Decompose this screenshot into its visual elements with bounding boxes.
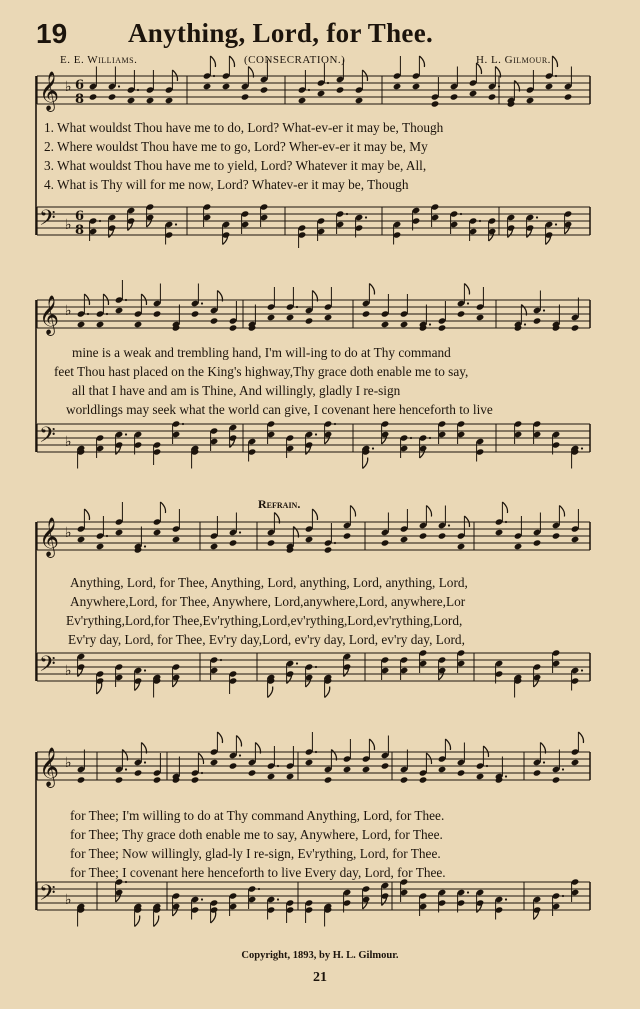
note-flag: [97, 683, 102, 694]
note-head: [400, 536, 409, 543]
note-dot: [239, 754, 241, 756]
note-head: [571, 759, 580, 766]
note-head: [286, 773, 295, 780]
note-flag: [154, 916, 159, 927]
note-dot: [429, 323, 431, 325]
note-head: [381, 321, 390, 328]
note-head: [203, 83, 212, 90]
note-dot: [106, 535, 108, 537]
note-head: [324, 776, 333, 783]
bass-clef-icon: 𝄢: [39, 881, 56, 911]
note-head: [476, 773, 485, 780]
note-head: [545, 83, 554, 90]
note-dot: [125, 299, 127, 301]
note-flag: [135, 916, 140, 927]
refrain-verse-1-line-2: for Thee; I'm willing to do at Thy command Anything, Lord, for Thee.: [70, 808, 445, 823]
note-head: [552, 532, 561, 539]
flat-icon: ♭: [65, 217, 72, 233]
note-dot: [562, 895, 564, 897]
note-head: [77, 321, 86, 328]
note-flag: [426, 506, 431, 517]
note-head: [115, 776, 124, 783]
note-dot: [479, 220, 481, 222]
note-flag: [552, 56, 557, 67]
note-head: [77, 776, 86, 783]
verse-1-line-1: 1. What wouldst Thou have me to do, Lord? What-ev-er it may be, Though: [44, 120, 444, 135]
note-dot: [315, 433, 317, 435]
note-dot: [505, 898, 507, 900]
note-flag: [84, 509, 89, 520]
note-flag: [369, 739, 374, 750]
note-dot: [346, 213, 348, 215]
note-dot: [562, 768, 564, 770]
treble-clef-icon: 𝄞: [39, 71, 60, 111]
note-head: [222, 83, 231, 90]
flat-icon: ♭: [65, 434, 72, 450]
note-dot: [334, 423, 336, 425]
flat-icon: ♭: [65, 525, 72, 541]
note-head: [400, 776, 409, 783]
flat-icon: ♭: [65, 303, 72, 319]
note-head: [286, 314, 295, 321]
note-head: [571, 536, 580, 543]
note-head: [457, 543, 466, 550]
note-head: [298, 97, 307, 104]
note-flag: [363, 458, 368, 469]
verse-4-line-1: 4. What is Thy will for me now, Lord? Whatev-er it may be, Though: [44, 177, 409, 192]
note-flag: [476, 63, 481, 74]
note-flag: [229, 56, 234, 67]
note-head: [172, 536, 181, 543]
note-head: [564, 93, 573, 100]
note-dot: [581, 447, 583, 449]
note-head: [526, 97, 535, 104]
hymn-number: 19: [36, 18, 68, 49]
note-head: [362, 766, 371, 773]
note-head: [96, 321, 105, 328]
bass-clef-icon: 𝄢: [39, 652, 56, 682]
time-signature: 6: [75, 78, 85, 93]
note-dot: [486, 765, 488, 767]
note-dot: [581, 669, 583, 671]
note-head: [153, 310, 162, 317]
note-head: [488, 93, 497, 100]
bass-clef-icon: 𝄢: [39, 206, 56, 236]
note-flag: [369, 284, 374, 295]
note-flag: [210, 56, 215, 67]
note-head: [267, 539, 276, 546]
time-signature: 8: [75, 223, 85, 238]
refrain-verse-4-line-1: Ev'ry day, Lord, for Thee, Ev'ry day,Lord, ev'ry day, Lord, ev'ry day, Lord,: [68, 632, 465, 647]
note-head: [533, 769, 542, 776]
note-head: [305, 317, 314, 324]
note-dot: [258, 888, 260, 890]
note-flag: [350, 506, 355, 517]
note-flag: [419, 56, 424, 67]
note-head: [191, 776, 200, 783]
note-head: [153, 529, 162, 536]
note-dot: [498, 85, 500, 87]
note-head: [438, 766, 447, 773]
note-dot: [555, 75, 557, 77]
treble-clef-icon: 𝄞: [39, 295, 60, 335]
note-flag: [325, 687, 330, 698]
verse-2-line-2: feet Thou hast placed on the King's highway,Thy grace doth enable me to say,: [54, 364, 469, 379]
note-head: [457, 310, 466, 317]
note-head: [419, 532, 428, 539]
note-head: [469, 90, 478, 97]
note-head: [89, 93, 98, 100]
bass-clef-icon: 𝄢: [39, 423, 56, 453]
note-head: [115, 307, 124, 314]
note-head: [450, 93, 459, 100]
note-head: [336, 86, 345, 93]
note-flag: [502, 502, 507, 513]
verse-3-line-1: 3. What wouldst Thou have me to yield, Lord? Whatever it may be, All,: [44, 158, 427, 173]
note-head: [412, 83, 421, 90]
note-dot: [543, 309, 545, 311]
note-head: [134, 321, 143, 328]
note-dot: [201, 302, 203, 304]
note-head: [476, 314, 485, 321]
refrain-verse-2-line-1: Anywhere,Lord, for Thee, Anywhere, Lord,anywhere,Lord, anywhere,Lor: [70, 594, 466, 609]
note-head: [438, 324, 447, 331]
note-dot: [524, 323, 526, 325]
refrain-verse-3-line-2: for Thee; Now willingly, glad-ly I re-sign, Ev'rything, Lord, for Thee.: [70, 846, 441, 861]
note-dot: [239, 531, 241, 533]
note-head: [381, 762, 390, 769]
note-head: [267, 773, 276, 780]
time-signature: 6: [75, 209, 85, 224]
note-head: [457, 769, 466, 776]
composer-credit: H. L. Gilmour.: [476, 54, 551, 66]
note-head: [514, 543, 523, 550]
copyright-notice: Copyright, 1893, by H. L. Gilmour.: [241, 950, 399, 961]
time-signature: 8: [75, 92, 85, 107]
note-dot: [201, 898, 203, 900]
note-head: [108, 93, 117, 100]
flat-icon: ♭: [65, 755, 72, 771]
note-dot: [505, 775, 507, 777]
note-dot: [175, 223, 177, 225]
note-dot: [467, 891, 469, 893]
note-dot: [137, 89, 139, 91]
note-head: [248, 769, 257, 776]
refrain-verse-3-line-1: Ev'rything,Lord,for Thee,Ev'rything,Lord,ev'rything,Lord,ev'rything,Lord,: [66, 613, 463, 628]
note-dot: [467, 302, 469, 304]
note-head: [229, 762, 238, 769]
note-flag: [268, 687, 273, 698]
page-number: 21: [313, 970, 327, 985]
note-dot: [536, 216, 538, 218]
note-dot: [315, 666, 317, 668]
note-head: [438, 532, 447, 539]
note-head: [165, 97, 174, 104]
note-dot: [365, 216, 367, 218]
treble-clef-icon: 𝄞: [39, 747, 60, 787]
refrain-verse-2-line-2: for Thee; Thy grace doth enable me to say, Anywhere, Lord, for Thee.: [70, 827, 443, 842]
note-flag: [312, 509, 317, 520]
note-head: [96, 543, 105, 550]
note-head: [343, 766, 352, 773]
note-flag: [236, 736, 241, 747]
note-dot: [429, 437, 431, 439]
note-head: [210, 543, 219, 550]
note-dot: [87, 313, 89, 315]
note-head: [571, 324, 580, 331]
note-head: [533, 317, 542, 324]
note-dot: [372, 447, 374, 449]
note-dot: [334, 542, 336, 544]
note-dot: [125, 433, 127, 435]
note-head: [210, 759, 219, 766]
note-head: [495, 529, 504, 536]
refrain-verse-4-line-2: for Thee; I covenant here henceforth to live Every day, Lord, for Thee.: [70, 865, 446, 880]
note-head: [210, 317, 219, 324]
note-dot: [460, 213, 462, 215]
note-dot: [125, 881, 127, 883]
note-head: [305, 536, 314, 543]
note-dot: [277, 898, 279, 900]
note-dot: [144, 545, 146, 547]
note-dot: [125, 768, 127, 770]
note-head: [267, 314, 276, 321]
author-credit: E. E. Williams.: [60, 54, 138, 66]
tune-name: (CONSECRATION.): [244, 54, 346, 66]
note-dot: [315, 751, 317, 753]
note-head: [393, 83, 402, 90]
note-dot: [555, 223, 557, 225]
note-flag: [464, 284, 469, 295]
note-head: [305, 759, 314, 766]
note-dot: [410, 437, 412, 439]
verse-2-line-1: 2. Where wouldst Thou have me to go, Lord? Wher-ev-er it may be, My: [44, 139, 428, 154]
note-head: [381, 539, 390, 546]
note-dot: [448, 524, 450, 526]
note-head: [77, 536, 86, 543]
note-flag: [559, 506, 564, 517]
note-dot: [296, 306, 298, 308]
note-dot: [308, 89, 310, 91]
flat-icon: ♭: [65, 663, 72, 679]
flat-icon: ♭: [65, 79, 72, 95]
note-head: [241, 93, 250, 100]
note-flag: [211, 912, 216, 923]
note-head: [260, 86, 269, 93]
note-head: [552, 776, 561, 783]
note-dot: [144, 669, 146, 671]
note-head: [343, 532, 352, 539]
note-head: [431, 100, 440, 107]
note-head: [115, 529, 124, 536]
note-flag: [578, 732, 583, 743]
note-dot: [118, 85, 120, 87]
note-head: [533, 539, 542, 546]
treble-clef-icon: 𝄞: [39, 517, 60, 557]
note-head: [355, 97, 364, 104]
note-head: [153, 776, 162, 783]
verse-4-line-2: worldlings may seek what the world can give, I covenant here henceforth to live: [66, 402, 493, 417]
verse-3-line-2: all that I have and am is Thine, And willingly, gladly I re-sign: [72, 383, 401, 398]
verse-1-line-2: mine is a weak and trembling hand, I'm will-ing to do at Thy command: [72, 345, 451, 360]
refrain-label: Refrain.: [258, 497, 301, 511]
note-dot: [505, 521, 507, 523]
note-dot: [296, 662, 298, 664]
note-dot: [99, 220, 101, 222]
note-dot: [543, 761, 545, 763]
note-head: [362, 310, 371, 317]
note-flag: [217, 732, 222, 743]
note-flag: [445, 739, 450, 750]
note-head: [127, 97, 136, 104]
flat-icon: ♭: [65, 892, 72, 908]
note-dot: [144, 761, 146, 763]
note-head: [419, 776, 428, 783]
note-dot: [327, 82, 329, 84]
note-head: [229, 324, 238, 331]
note-head: [324, 314, 333, 321]
hymn-title: Anything, Lord, for Thee.: [128, 18, 434, 48]
note-head: [317, 90, 326, 97]
note-head: [400, 321, 409, 328]
note-flag: [160, 502, 165, 513]
refrain-verse-1-line-1: Anything, Lord, for Thee, Anything, Lord, anything, Lord, anything, Lord,: [70, 575, 468, 590]
note-head: [146, 97, 155, 104]
note-head: [191, 310, 200, 317]
note-dot: [220, 659, 222, 661]
note-head: [229, 539, 238, 546]
note-head: [134, 769, 143, 776]
note-head: [324, 546, 333, 553]
note-dot: [213, 75, 215, 77]
note-dot: [106, 313, 108, 315]
note-dot: [277, 765, 279, 767]
note-dot: [182, 423, 184, 425]
note-dot: [201, 772, 203, 774]
